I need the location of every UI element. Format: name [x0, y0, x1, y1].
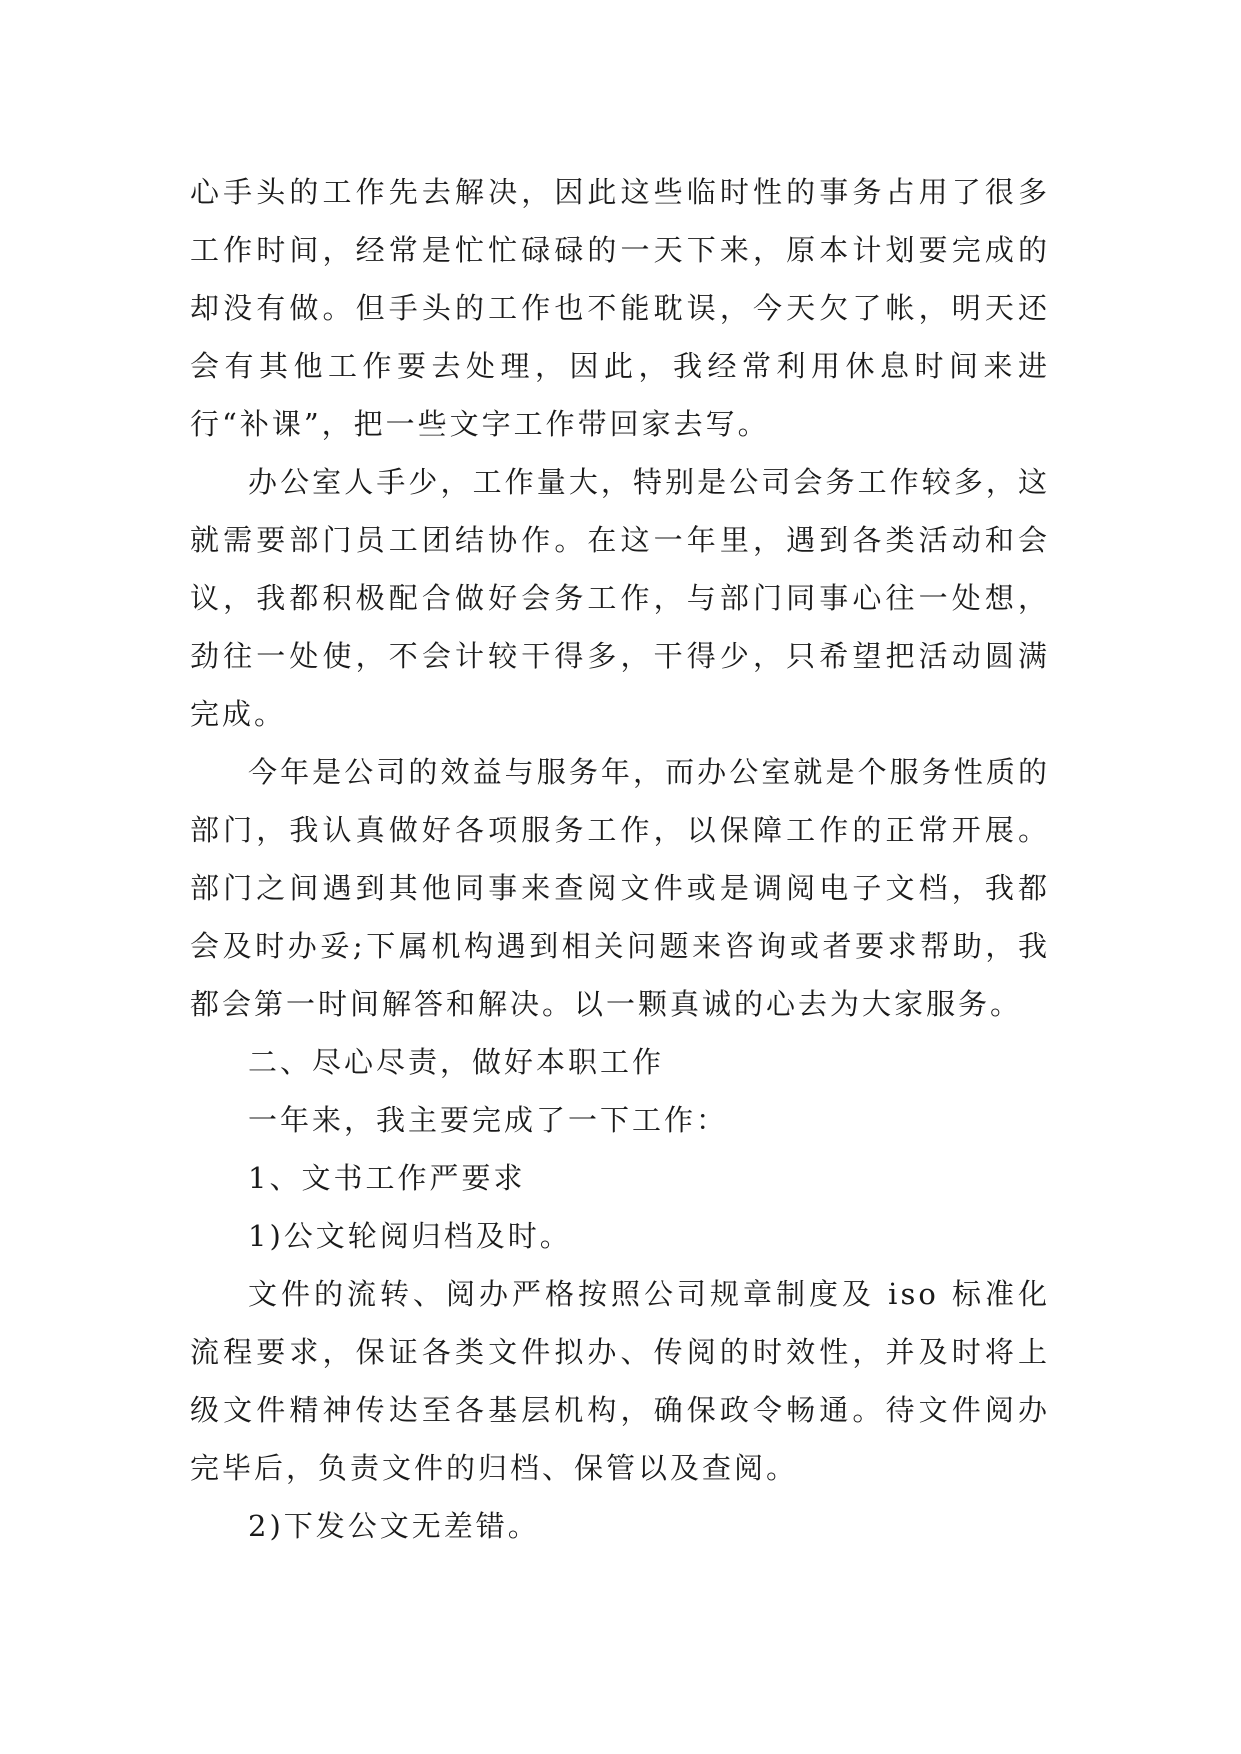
subheading-document-work: 1、文书工作严要求 [248, 1161, 526, 1195]
paragraph-continuation: 心手头的工作先去解决，因此这些临时性的事务占用了很多工作时间，经常是忙忙碌碌的一天下来，原本计划要完成的却没有做。但手头的工作也不能耽误，今天欠了帐，明天还会有其他工作要去处理，因此，我经常利用休息时间来进行“补课”，把一些文字工作带回家去写。 [190, 175, 1050, 441]
document-page [190, 163, 1050, 1555]
paragraph-work-summary-intro: 一年来，我主要完成了一下工作： [248, 1103, 729, 1137]
paragraph-service-year: 今年是公司的效益与服务年，而办公室就是个服务性质的部门，我认真做好各项服务工作，以保障工作的正常开展。部门之间遇到其他同事来查阅文件或是调阅电子文档，我都会及时办妥;下属机构遇到相关问题来咨询或者要求帮助，我都会第一时间解答和解决。以一颗真诚的心去为大家服务。 [190, 755, 1050, 1021]
paragraph-office-cooperation: 办公室人手少，工作量大，特别是公司会务工作较多，这就需要部门员工团结协作。在这一年里，遇到各类活动和会议，我都积极配合做好会务工作，与部门同事心往一处想，劲往一处使，不会计较干得多，干得少，只希望把活动圆满完成。 [190, 465, 1050, 731]
paragraph-document-flow: 文件的流转、阅办严格按照公司规章制度及 iso 标准化流程要求，保证各类文件拟办、传阅的时效性，并及时将上级文件精神传达至各基层机构，确保政令畅通。待文件阅办完毕后，负责文件的归档、保管以及查阅。 [190, 1277, 1050, 1485]
list-item-archiving: 1)公文轮阅归档及时。 [248, 1219, 572, 1253]
list-item-issuing: 2)下发公文无差错。 [248, 1509, 540, 1543]
section-heading-duties: 二、尽心尽责，做好本职工作 [248, 1045, 665, 1079]
